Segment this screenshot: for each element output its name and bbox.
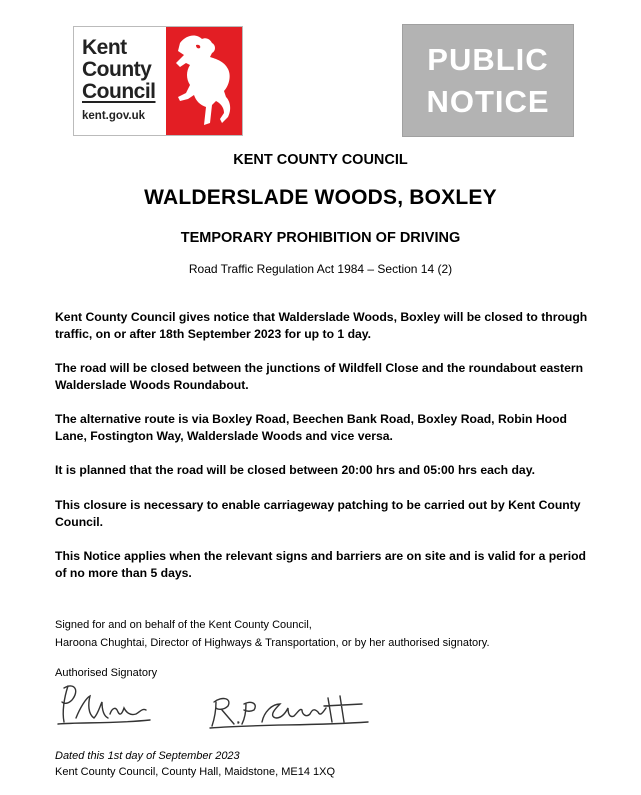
dated-line: Dated this 1st day of September 2023 (55, 750, 240, 762)
closure-extent-paragraph: The road will be closed between the junctions of Wildfell Close and the roundabout eastern Walderslade Woods Roundabout. (55, 361, 584, 392)
authorised-signatory-label: Authorised Signatory (55, 667, 158, 679)
signatory-details: Haroona Chughtai, Director of Highways & Transportation, or by her authorised signatory. (55, 637, 490, 649)
logo-wordmark (82, 37, 160, 103)
logo-url: kent.gov.uk (82, 110, 146, 122)
closure-hours-paragraph: It is planned that the road will be closed between 20:00 hrs and 05:00 hrs each day. (55, 463, 535, 477)
order-subtitle: TEMPORARY PROHIBITION OF DRIVING (180, 230, 461, 246)
validity-paragraph: This Notice applies when the relevant signs and barriers are on site and is valid for a period of no more than 5 days. (55, 549, 586, 580)
logo-line-kent: Kent (82, 36, 127, 59)
page-title: WALDERSLADE WOODS, BOXLEY (144, 186, 497, 209)
act-reference: Road Traffic Regulation Act 1984 – Section 14 (2) (188, 262, 453, 276)
kcc-logo (73, 26, 243, 136)
public-notice-badge (402, 24, 574, 137)
logo-line-council: Council (82, 80, 156, 103)
signature-image (50, 678, 380, 736)
council-address: Kent County Council, County Hall, Maidstone, ME14 1XQ (55, 766, 336, 778)
closure-reason-paragraph: This closure is necessary to enable carriageway patching to be carried out by Kent County Council. (55, 498, 581, 529)
closure-notice-paragraph: Kent County Council gives notice that Walderslade Woods, Boxley will be closed to through traffic, on or after 18th September 2023 for up to 1 day. (55, 310, 588, 341)
badge-line-notice: NOTICE (426, 83, 550, 119)
badge-line-public: PUBLIC (427, 41, 549, 77)
invicta-horse-icon (166, 27, 242, 135)
alternative-route-paragraph: The alternative route is via Boxley Road, Beechen Bank Road, Boxley Road, Robin Hood Lane, Fostington Way, Walderslade Woods and vice versa. (55, 412, 567, 443)
signed-on-behalf: Signed for and on behalf of the Kent County Council, (55, 619, 312, 631)
logo-line-county: County (82, 58, 152, 81)
council-heading: KENT COUNTY COUNCIL (233, 152, 408, 168)
